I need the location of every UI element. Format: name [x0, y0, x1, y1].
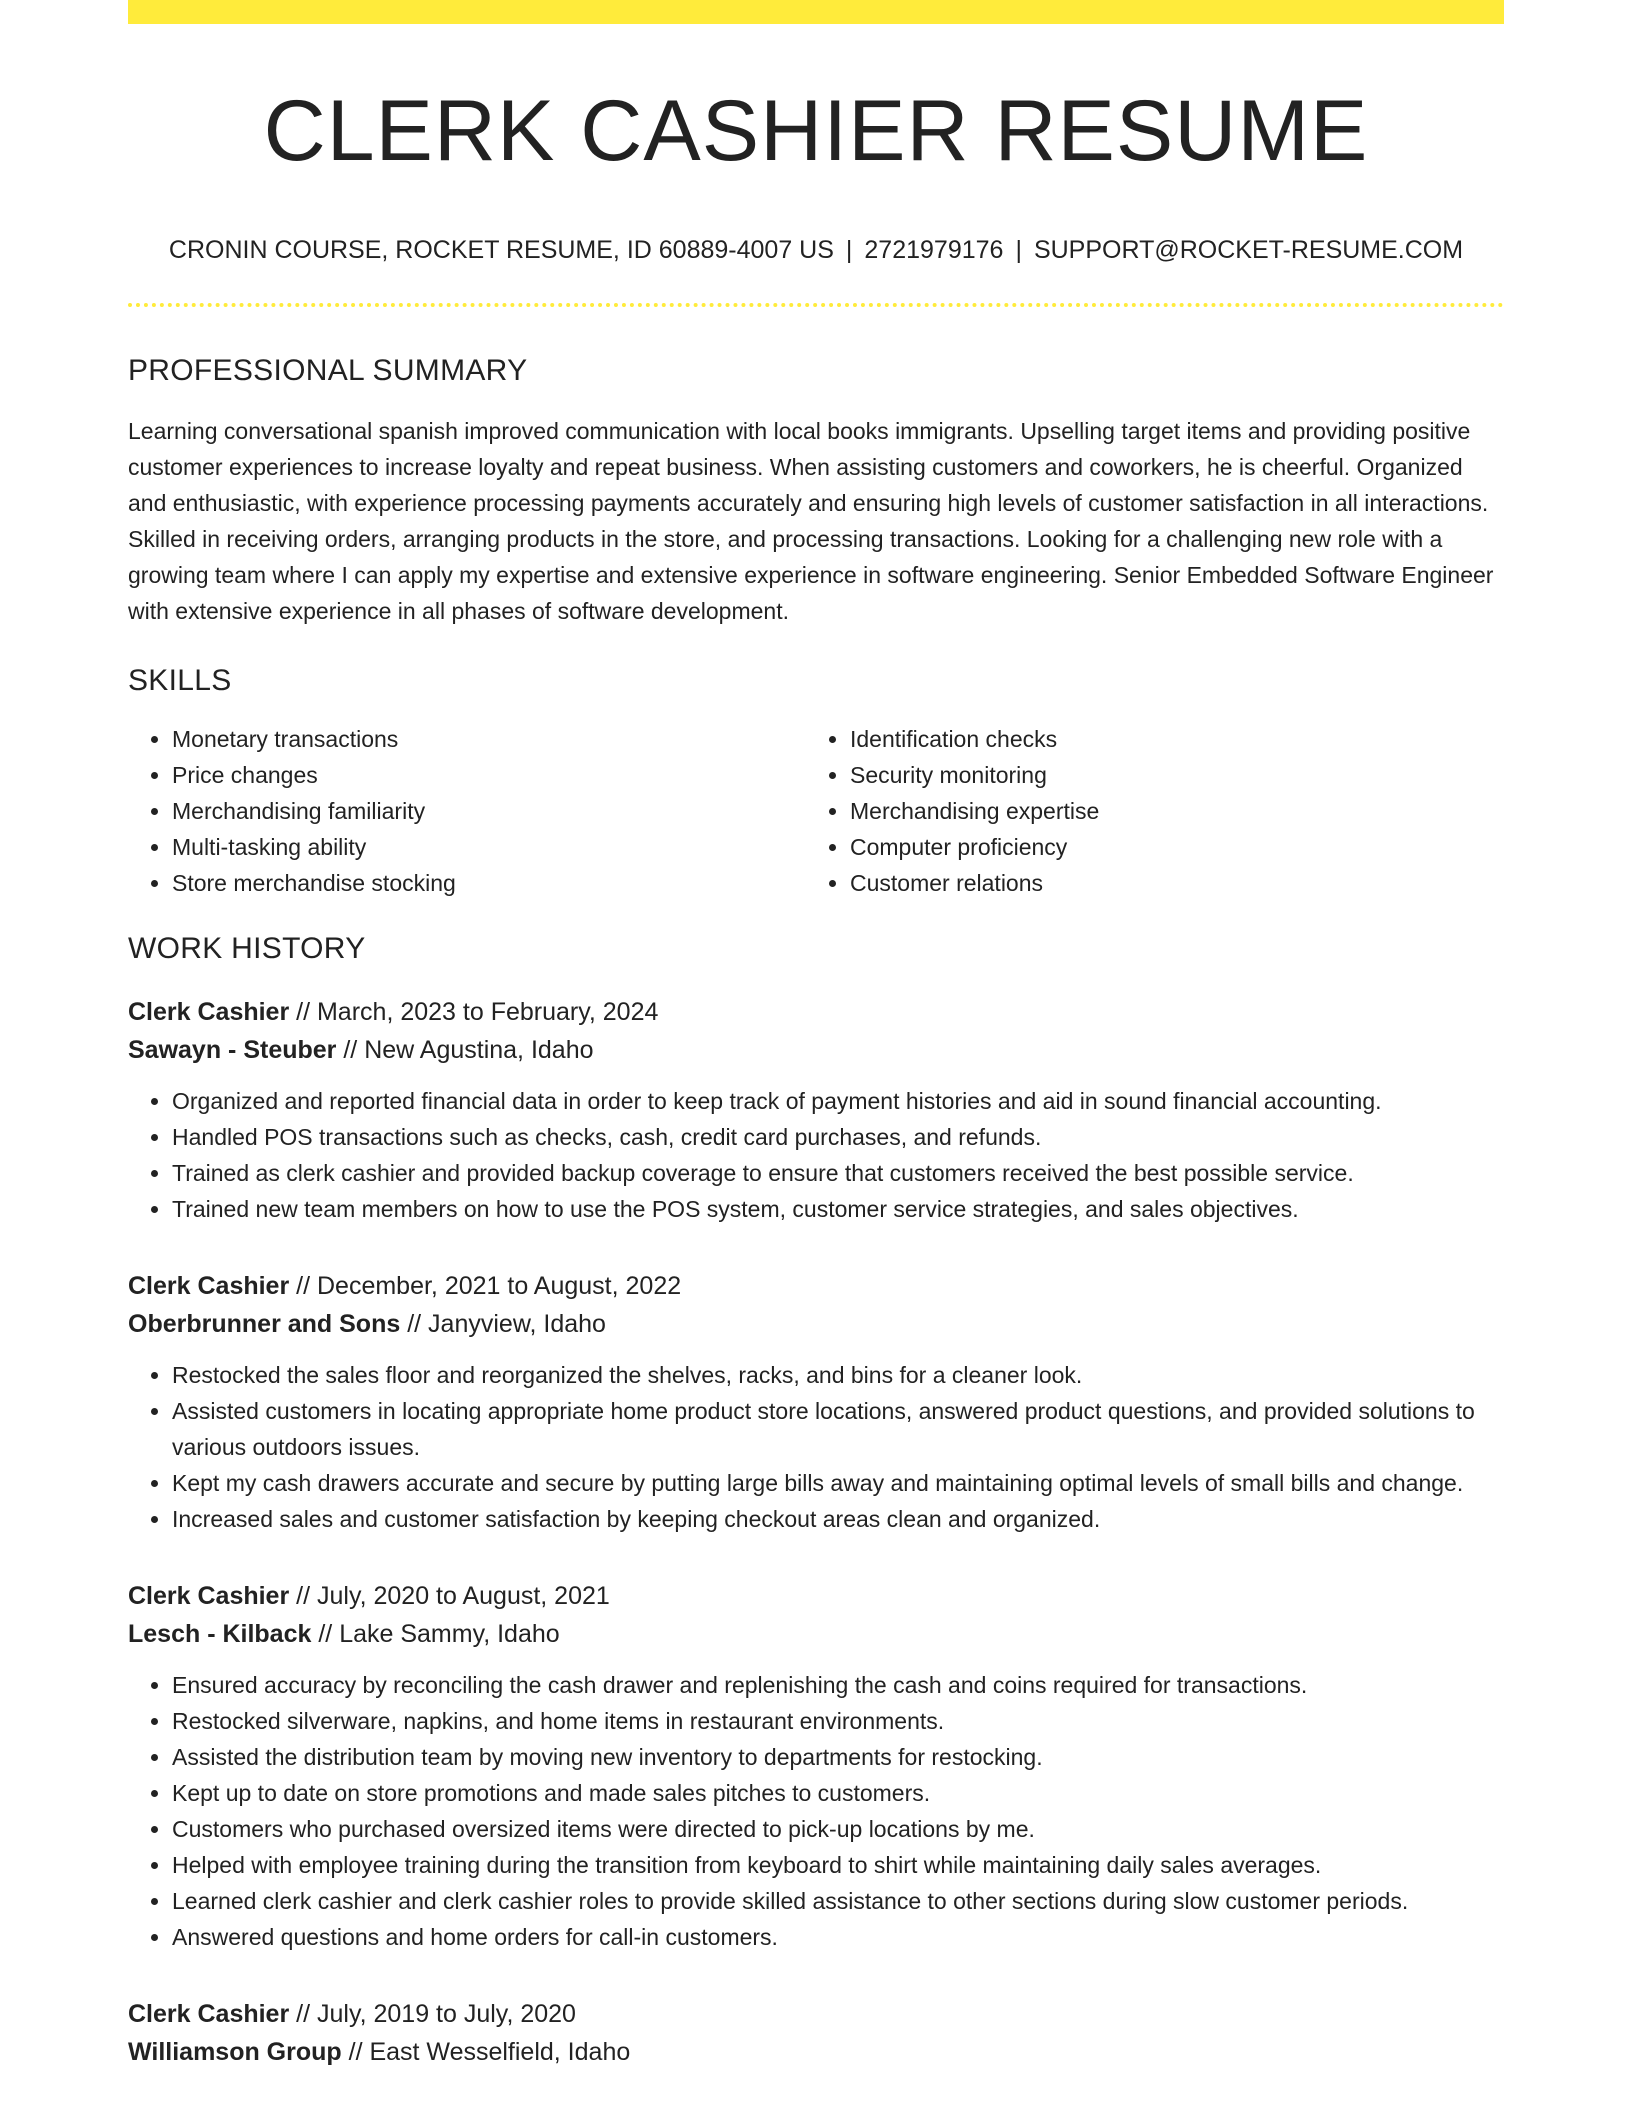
- skill-item: • Merchandising familiarity: [172, 793, 806, 829]
- job-bullet: • Assisted customers in locating appropriate home product store locations, answered product questions, and provided solutions to various outdoors issues.: [172, 1393, 1504, 1465]
- job-entry: [128, 1577, 1504, 1955]
- skills-column-left: [128, 721, 806, 901]
- job-entry: [128, 1267, 1504, 1537]
- job-entry: [128, 993, 1504, 1227]
- job-bullet: • Restocked silverware, napkins, and home items in restaurant environments.: [172, 1703, 1504, 1739]
- job-dates: // December, 2021 to August, 2022: [289, 1271, 682, 1300]
- job-bullet: • Customers who purchased oversized items were directed to pick-up locations by me.: [172, 1811, 1504, 1847]
- job-company-line: [128, 1305, 1504, 1343]
- job-bullet: • Ensured accuracy by reconciling the cash drawer and replenishing the cash and coins required for transactions.: [172, 1667, 1504, 1703]
- job-company: Williamson Group: [128, 2037, 342, 2066]
- job-bullet: • Increased sales and customer satisfaction by keeping checkout areas clean and organized.: [172, 1501, 1504, 1537]
- job-title-line: [128, 993, 1504, 1031]
- job-title-line: [128, 1267, 1504, 1305]
- dotted-divider: [128, 303, 1504, 307]
- job-bullet: • Learned clerk cashier and clerk cashier roles to provide skilled assistance to other sections during slow customer periods.: [172, 1883, 1504, 1919]
- skill-item: • Merchandising expertise: [850, 793, 1484, 829]
- job-bullet: • Answered questions and home orders for call-in customers.: [172, 1919, 1504, 1955]
- job-role: Clerk Cashier: [128, 1271, 290, 1300]
- job-bullet: • Assisted the distribution team by moving new inventory to departments for restocking.: [172, 1739, 1504, 1775]
- contact-phone: 2721979176: [864, 235, 1004, 264]
- contact-address: CRONIN COURSE, ROCKET RESUME, ID 60889-4007 US: [168, 235, 834, 264]
- skill-item: • Computer proficiency: [850, 829, 1484, 865]
- summary-text: Learning conversational spanish improved communication with local books immigrants. Upselling target items and providing positive customer experiences to increase loyalty and repeat business. When assisting customers and coworkers, he is cheerful. Organized and enthusiastic, with experience processing payments accurately and ensuring high levels of customer satisfaction in all interactions. Skilled in receiving orders, arranging products in the store, and processing transactions. Looking for a challenging new role with a growing team where I can apply my expertise and extensive experience in software engineering. Senior Embedded Software Engineer with extensive experience in all phases of software development.: [128, 417, 1494, 624]
- skills-heading: SKILLS: [128, 663, 232, 697]
- top-accent-bar: [128, 0, 1504, 24]
- job-location: // Lake Sammy, Idaho: [311, 1619, 560, 1648]
- resume-page: [128, 0, 1504, 2071]
- job-bullet: • Restocked the sales floor and reorganized the shelves, racks, and bins for a cleaner look.: [172, 1357, 1504, 1393]
- skills-column-right: [806, 721, 1484, 901]
- skill-item: • Multi-tasking ability: [172, 829, 806, 865]
- job-company-line: [128, 1031, 1504, 1069]
- job-company: Lesch - Kilback: [128, 1619, 312, 1648]
- job-role: Clerk Cashier: [128, 997, 290, 1026]
- job-bullet: • Helped with employee training during the transition from keyboard to shirt while maintaining daily sales averages.: [172, 1847, 1504, 1883]
- job-bullet: • Trained as clerk cashier and provided backup coverage to ensure that customers received the best possible service.: [172, 1155, 1504, 1191]
- job-bullet: • Kept my cash drawers accurate and secure by putting large bills away and maintaining optimal levels of small bills and change.: [172, 1465, 1504, 1501]
- skill-item: • Monetary transactions: [172, 721, 806, 757]
- job-title-line: [128, 1995, 1504, 2033]
- job-bullet: • Handled POS transactions such as checks, cash, credit card purchases, and refunds.: [172, 1119, 1504, 1155]
- job-location: // New Agustina, Idaho: [336, 1035, 594, 1064]
- job-company: Oberbrunner and Sons: [128, 1309, 401, 1338]
- work-history-heading: WORK HISTORY: [128, 931, 366, 965]
- skills-list: [128, 721, 1504, 901]
- skill-item: • Customer relations: [850, 865, 1484, 901]
- job-bullets: [128, 1357, 1504, 1537]
- job-dates: // March, 2023 to February, 2024: [289, 997, 659, 1026]
- job-bullet: • Trained new team members on how to use the POS system, customer service strategies, and sales objectives.: [172, 1191, 1504, 1227]
- contact-line: [128, 235, 1504, 265]
- skill-item: • Store merchandise stocking: [172, 865, 806, 901]
- skill-item: • Price changes: [172, 757, 806, 793]
- job-dates: // July, 2019 to July, 2020: [289, 1999, 576, 2028]
- summary-heading: PROFESSIONAL SUMMARY: [128, 353, 528, 387]
- job-bullets: [128, 1667, 1504, 1955]
- job-entry: [128, 1995, 1504, 2071]
- skill-item: • Identification checks: [850, 721, 1484, 757]
- contact-separator: |: [845, 235, 853, 264]
- job-company: Sawayn - Steuber: [128, 1035, 337, 1064]
- job-location: // East Wesselfield, Idaho: [341, 2037, 631, 2066]
- job-bullet: • Organized and reported financial data in order to keep track of payment histories and aid in sound financial accounting.: [172, 1083, 1504, 1119]
- resume-title: CLERK CASHIER RESUME: [263, 83, 1369, 179]
- job-bullets: [128, 1083, 1504, 1227]
- job-title-line: [128, 1577, 1504, 1615]
- job-location: // Janyview, Idaho: [400, 1309, 606, 1338]
- job-role: Clerk Cashier: [128, 1999, 290, 2028]
- job-company-line: [128, 1615, 1504, 1653]
- skill-item: • Security monitoring: [850, 757, 1484, 793]
- contact-separator: |: [1015, 235, 1022, 264]
- job-role: Clerk Cashier: [128, 1581, 290, 1610]
- job-dates: // July, 2020 to August, 2021: [289, 1581, 610, 1610]
- job-company-line: [128, 2033, 1504, 2071]
- contact-email: SUPPORT@ROCKET-RESUME.COM: [1033, 235, 1464, 264]
- job-bullet: • Kept up to date on store promotions and made sales pitches to customers.: [172, 1775, 1504, 1811]
